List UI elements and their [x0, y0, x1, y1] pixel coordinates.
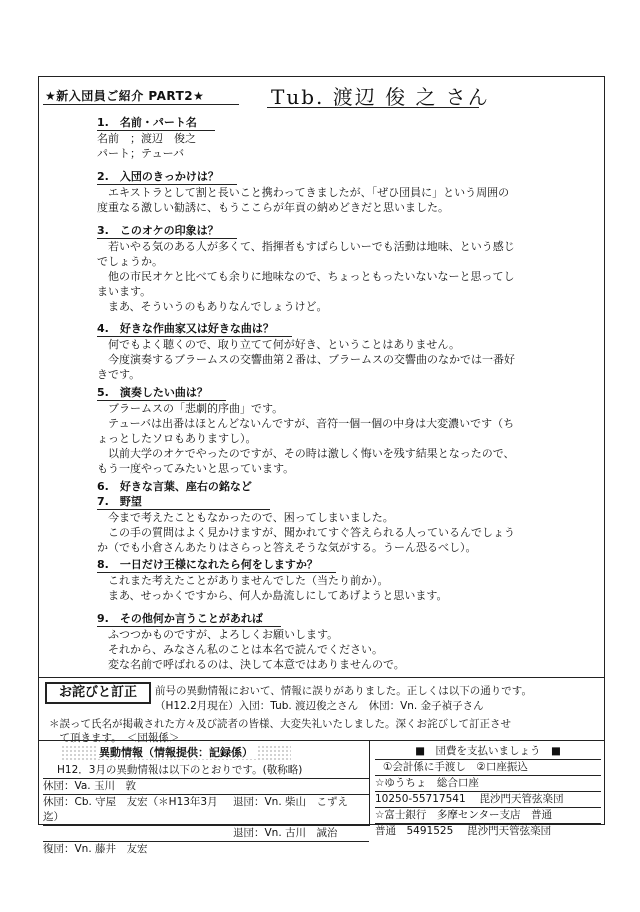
question: 9. その他何か言うことがあれば — [97, 611, 281, 627]
transfer-row — [43, 779, 369, 795]
answer: 何でもよく聴くので、取り立てて何が好き、ということはありません。 今度演奏するブラームスの交響曲第２番は、ブラームスの交響曲のなかでは一番好 きです。 — [97, 338, 515, 381]
qa-section-1 — [97, 115, 587, 161]
fee-line: 10250-55717541 毘沙門天管弦楽団 — [375, 792, 601, 808]
answer: 若いやる気のある人が多くて、指揮者もすばらしいーでも活動は地味、という感じ でしょうか。 他の市民オケと比べても余りに地味なので、ちょっともったいないなーと思ってし まいます。 まあ、そういうのもありなんでしょうけど。 — [97, 240, 515, 313]
section-title: ★新入団員ご紹介 PART2★ — [45, 89, 205, 103]
name-underline — [267, 107, 479, 108]
column-divider — [369, 740, 370, 826]
fee-title: ■ 団費を支払いましょう ■ — [375, 744, 601, 760]
answer: これまた考えたことがありませんでした（当たり前か）。 まあ、せっかくですから、何人か島流しにしてあげようと思います。 — [107, 574, 448, 602]
qa-section-3 — [97, 223, 587, 314]
member-name-heading: Tub. 渡辺 俊 之 さん — [271, 85, 490, 109]
transfer-cell: 休団：Va. 玉川 敦 — [43, 780, 136, 792]
correction-label-box: お詫びと訂正 — [45, 682, 151, 704]
fee-line: 普通 5491525 毘沙門天管弦楽団 — [375, 825, 552, 837]
transfer-intro: H12．3月の異動情報は以下のとおりです。(敬称略) — [43, 763, 369, 779]
qa-section-6-7 — [97, 479, 587, 555]
qa-section-2 — [97, 169, 587, 215]
qa-section-4 — [97, 321, 587, 382]
question: 4. 好きな作曲家又は好きな曲は？ — [97, 321, 292, 337]
fee-line: ①会計係に手渡し ②口座振込 — [375, 760, 601, 776]
answer: 今まで考えたこともなかったので、困ってしまいました。 この手の質問はよく見かけますが、聞かれてすぐ答えられる人っているんでしょう か（でも小倉さんあたりはさらっと答えそうな気がする。うーん恐るべし）。 — [97, 511, 515, 554]
answer: エキストラとして割と長いこと携わってきましたが、「ぜひ団員に」という周囲の 度重なる激しい勧誘に、もうここらが年貢の納めどきだと思いました。 — [97, 186, 510, 214]
correction-text — [155, 684, 601, 714]
newsletter-page — [38, 76, 605, 855]
transfer-cell — [43, 826, 233, 841]
title-underline — [43, 104, 239, 105]
answer: 名前 ；渡辺 俊之 パート；テューバ — [97, 132, 196, 160]
qa-section-9 — [97, 611, 587, 672]
fee-line: ☆ゆうちょ 総合口座 — [375, 776, 601, 792]
transfer-cell: 退団：Vn. 古川 誠治 — [233, 827, 338, 839]
answer: ふつつかものですが、よろしくお願いします。 それから、みなさん私のことは本名で読んでください。 変な名前で呼ばれるのは、決して本意ではありませんので。 — [107, 628, 405, 671]
correction-line: ＊誤って氏名が掲載された方々及び読者の皆様、大変失礼いたしました。深くお詫びして訂正させ — [49, 718, 511, 730]
transfer-info-title-text: 異動情報（情報提供：記録係） — [96, 746, 256, 759]
divider — [39, 740, 604, 741]
divider — [39, 677, 604, 678]
transfer-row — [43, 795, 369, 826]
qa-section-5 — [97, 385, 587, 476]
question: 5. 演奏したい曲は？ — [97, 385, 226, 401]
correction-line: て頂きます。 ＜団報係＞ — [49, 732, 180, 744]
transfer-row — [43, 826, 369, 842]
transfer-cell: 復団：Vn. 藤井 友宏 — [43, 843, 148, 855]
transfer-cell: 退団：Vn. 柴山 こずえ — [233, 796, 349, 808]
correction-line: （H12.2月現在）入団：Tub. 渡辺俊之さん 休団：Vn. 金子禎子さん — [155, 700, 484, 712]
answer: ブラームスの「悲劇的序曲」です。 テューバは出番はほとんどないんですが、音符一個一個の中身は大変濃いです（ち ょっとしたソロもありますし）。 以前大学のオケでやったのですが、その時は激しく悔いを残す結果となったので、 もう一度やってみたいと思っています。 — [97, 402, 515, 475]
transfer-row — [43, 842, 369, 857]
transfer-info-title — [61, 745, 291, 761]
correction-line: 前号の異動情報において、情報に誤りがありました。正しくは以下の通りです。 — [155, 685, 532, 697]
qa-section-8 — [97, 557, 587, 603]
transfer-cell: 休団：Cb. 守屋 友宏（＊H13年3月迄） — [43, 796, 218, 823]
membership-fee-box — [375, 744, 601, 839]
fee-line: ☆富士銀行 多摩センター支店 普通 — [375, 808, 601, 824]
question: 2. 入団のきっかけは？ — [97, 169, 237, 185]
question: 6. 好きな言葉、座右の銘など 7. 野望 — [97, 479, 270, 510]
question: 3. このオケの印象は？ — [97, 223, 237, 239]
transfer-info-list — [43, 763, 369, 857]
question: 1. 名前・パート名 — [97, 115, 215, 131]
question: 8. 一日だけ王様になれたら何をしますか？ — [97, 557, 336, 573]
